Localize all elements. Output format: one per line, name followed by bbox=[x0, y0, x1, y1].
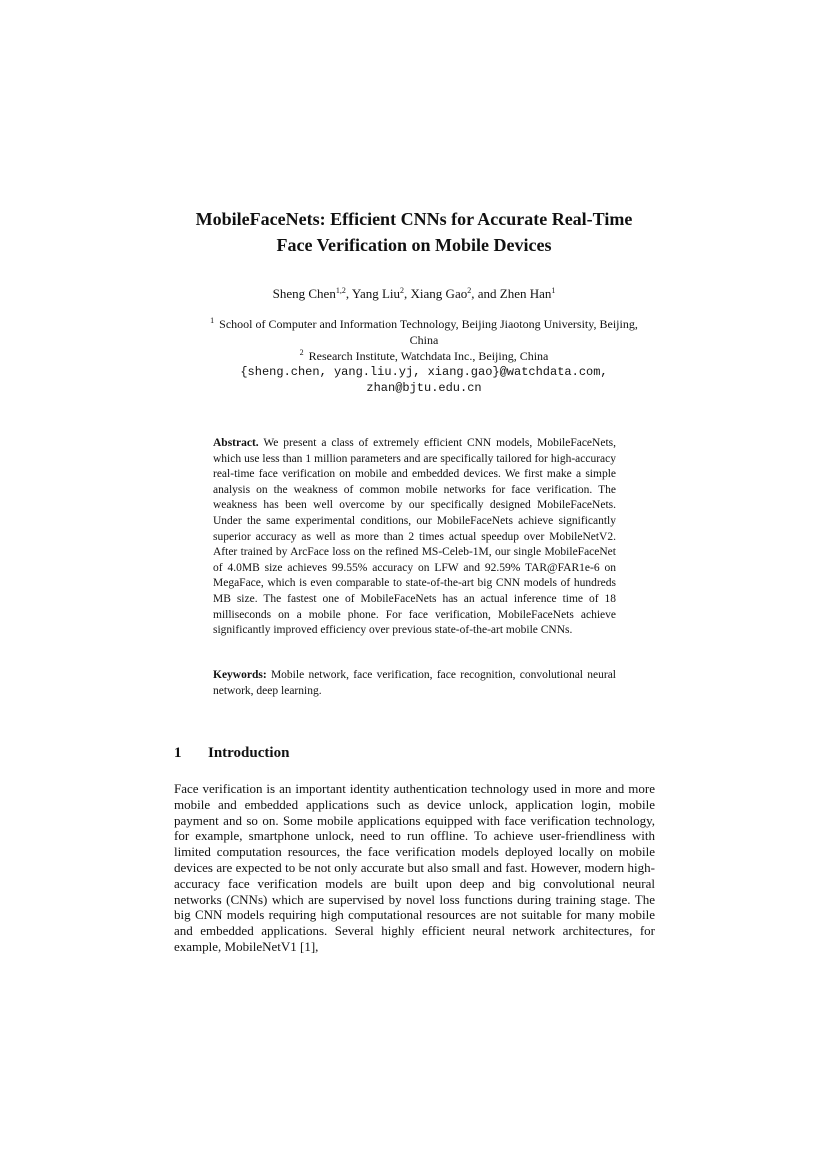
abstract-text: We present a class of extremely efficient CNN models, MobileFaceNets, which use less than 1 million parameters and are specifically tailored for high-accuracy real-time face verification on mobile and embedded devices. We first make a simple analysis on the weakness of common mobile networks for face verification. The weakness has been well overcome by our specifically designed MobileFaceNets. Under the same experimental conditions, our MobileFaceNets achieve significantly superior accuracy as well as more than 2 times actual speedup over MobileNetV2. After trained by ArcFace loss on the refined MS-Celeb-1M, our single MobileFaceNet of 4.0MB size achieves 99.55% accuracy on LFW and 92.59% TAR@FAR1e-6 on MegaFace, which is even comparable to state-of-the-art big CNN models of hundreds MB size. The fastest one of MobileFaceNets has an actual inference time of 18 milliseconds on a mobile phone. For face verification, MobileFaceNets achieve significantly improved efficiency over previous state-of-the-art mobile CNNs. bbox=[213, 437, 616, 637]
author-affiliation-mark: 2 bbox=[400, 286, 405, 295]
affiliation-2 bbox=[196, 348, 652, 364]
author-name: Yang Liu bbox=[351, 286, 401, 301]
section-heading bbox=[174, 743, 289, 763]
affiliations bbox=[196, 316, 652, 396]
author-name: Zhen Han bbox=[499, 286, 552, 301]
affiliation-mark: 1 bbox=[210, 316, 215, 325]
author-separator: , and bbox=[471, 286, 500, 301]
author-separator: , bbox=[345, 286, 352, 301]
author-affiliation-mark: 1,2 bbox=[335, 286, 346, 295]
author-affiliation-mark: 1 bbox=[551, 286, 556, 295]
affiliation-text: School of Computer and Information Technology, Beijing Jiaotong University, Beijing, China bbox=[219, 317, 638, 347]
author-list bbox=[174, 286, 654, 302]
paper-title: MobileFaceNets: Efficient CNNs for Accurate Real-Time Face Verification on Mobile Devices bbox=[195, 209, 633, 255]
affiliation-1 bbox=[196, 316, 652, 348]
affiliation-text: Research Institute, Watchdata Inc., Beijing, China bbox=[308, 349, 549, 363]
abstract bbox=[213, 436, 616, 639]
keywords-label: Keywords: bbox=[213, 669, 267, 681]
author-affiliation-mark: 2 bbox=[467, 286, 472, 295]
keywords bbox=[213, 668, 616, 699]
keywords-text: Mobile network, face verification, face recognition, convolutional neural network, deep learning. bbox=[213, 669, 617, 697]
author-name: Xiang Gao bbox=[410, 286, 468, 301]
author-name: Sheng Chen bbox=[272, 286, 336, 301]
section-title: Introduction bbox=[208, 745, 290, 761]
section-number: 1 bbox=[174, 745, 182, 761]
affiliation-mark: 2 bbox=[299, 348, 304, 357]
email-line: zhan@bjtu.edu.cn bbox=[366, 381, 482, 395]
author-separator: , bbox=[404, 286, 411, 301]
email-line: {sheng.chen, yang.liu.yj, xiang.gao}@watchdata.com, bbox=[240, 365, 608, 379]
introduction-paragraph: Face verification is an important identity authentication technology used in more and more mobile and embedded applications such as device unlock, application login, mobile payment and so on. Some mobile applications equipped with face verification technology, for example, smartphone unlock, need to run offline. To achieve user-friendliness with limited computation resources, the face verification models deployed locally on mobile devices are expected to be not only accurate but also small and fast. However, modern high-accuracy face verification models are built upon deep and big convolutional neural networks (CNNs) which are supervised by novel loss functions during training stage. The big CNN models requiring high computational resources are not suitable for many mobile and embedded applications. Several highly efficient neural network architectures, for example, MobileNetV1 [1], bbox=[174, 781, 655, 954]
abstract-label: Abstract. bbox=[213, 437, 259, 449]
